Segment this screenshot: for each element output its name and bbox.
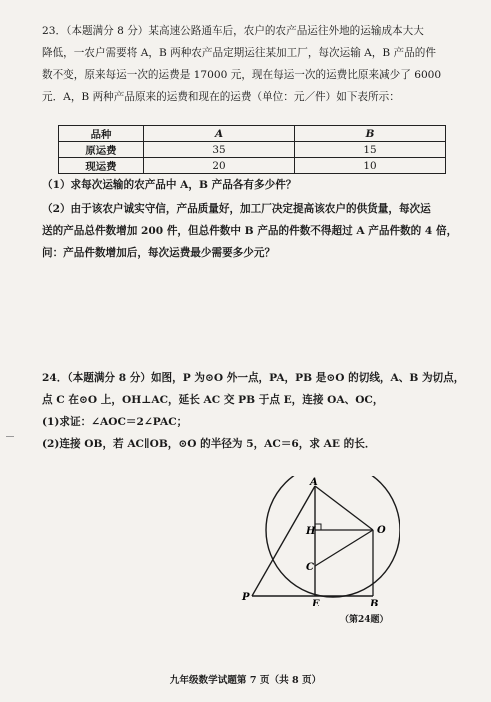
label-o: O	[377, 525, 386, 536]
page-footer: 九年级数学试题第 7 页（共 8 页）	[169, 675, 322, 686]
scan-artifact	[6, 436, 14, 437]
q24-line-3: (1)求证：∠AOC＝2∠PAC；	[42, 416, 188, 428]
table-cell: 15	[295, 142, 446, 158]
q24-line-1: 24．（本题满分 8 分）如图，P 为⊙O 外一点，PA，PB 是⊙O 的切线，A、B 为切点，	[42, 372, 465, 384]
segment-oa	[315, 486, 373, 530]
geometry-figure	[240, 476, 400, 606]
table-header-row	[59, 126, 446, 142]
label-a: A	[310, 477, 318, 488]
q23-line-1: 23．（本题满分 8 分）某高速公路通车后，农户的农产品运往外地的运输成本大大	[42, 25, 424, 37]
q24-line-4: (2)连接 OB，若 AC∥OB，⊙O 的半径为 5，AC＝6，求 AE 的长．	[42, 438, 376, 450]
label-e: E	[312, 599, 320, 606]
table-row	[59, 142, 446, 158]
table-cell: 原运费	[59, 142, 144, 158]
table-header-cell: A	[144, 126, 295, 142]
q23-part-2-line-1: （2）由于该农户诚实守信，产品质量好，加工厂决定提高该农户的供货量，每次运	[42, 203, 431, 215]
q23-part-1-line: （1）求每次运输的农产品中 A，B 产品各有多少件？	[42, 179, 297, 191]
question-23-text	[42, 20, 460, 108]
freight-table	[58, 125, 446, 174]
question-23-part-1	[42, 174, 460, 196]
table-cell: 35	[144, 142, 295, 158]
question-23-part-2	[42, 198, 460, 264]
label-b: B	[370, 599, 379, 606]
q23-line-2: 降低，一农户需要将 A，B 两种农产品定期运往某加工厂，每次运输 A，B 产品的件	[42, 47, 436, 59]
q23-line-4: 元．A，B 两种产品原来的运费和现在的运费（单位：元／件）如下表所示：	[42, 91, 400, 103]
q23-part-2-line-3: 问：产品件数增加后，每次运费最少需要多少元？	[42, 247, 276, 259]
figure-caption: （第24题）	[340, 615, 389, 625]
q23-part-2-line-2: 送的产品总件数增加 200 件，但总件数中 B 产品的件数不得超过 A 产品件数的 4 倍，	[42, 225, 458, 237]
q23-line-3: 数不变，原来每运一次的运费是 17000 元，现在每运一次的运费比原来减少了 6000	[42, 69, 442, 81]
table-header-cell: B	[295, 126, 446, 142]
tangent-pa	[252, 486, 315, 596]
q24-line-2: 点 C 在⊙O 上，OH⊥AC，延长 AC 交 PB 于点 E，连接 OA、OC，	[42, 394, 384, 406]
right-angle-mark	[315, 524, 321, 530]
label-h: H	[306, 526, 316, 537]
label-p: P	[242, 592, 250, 603]
segment-oc	[315, 530, 373, 566]
question-24-text	[42, 367, 465, 455]
table-cell: 10	[295, 158, 446, 174]
label-c: C	[306, 562, 314, 573]
table-cell: 20	[144, 158, 295, 174]
table-header-cell: 品种	[59, 126, 144, 142]
table-cell: 现运费	[59, 158, 144, 174]
table-row	[59, 158, 446, 174]
